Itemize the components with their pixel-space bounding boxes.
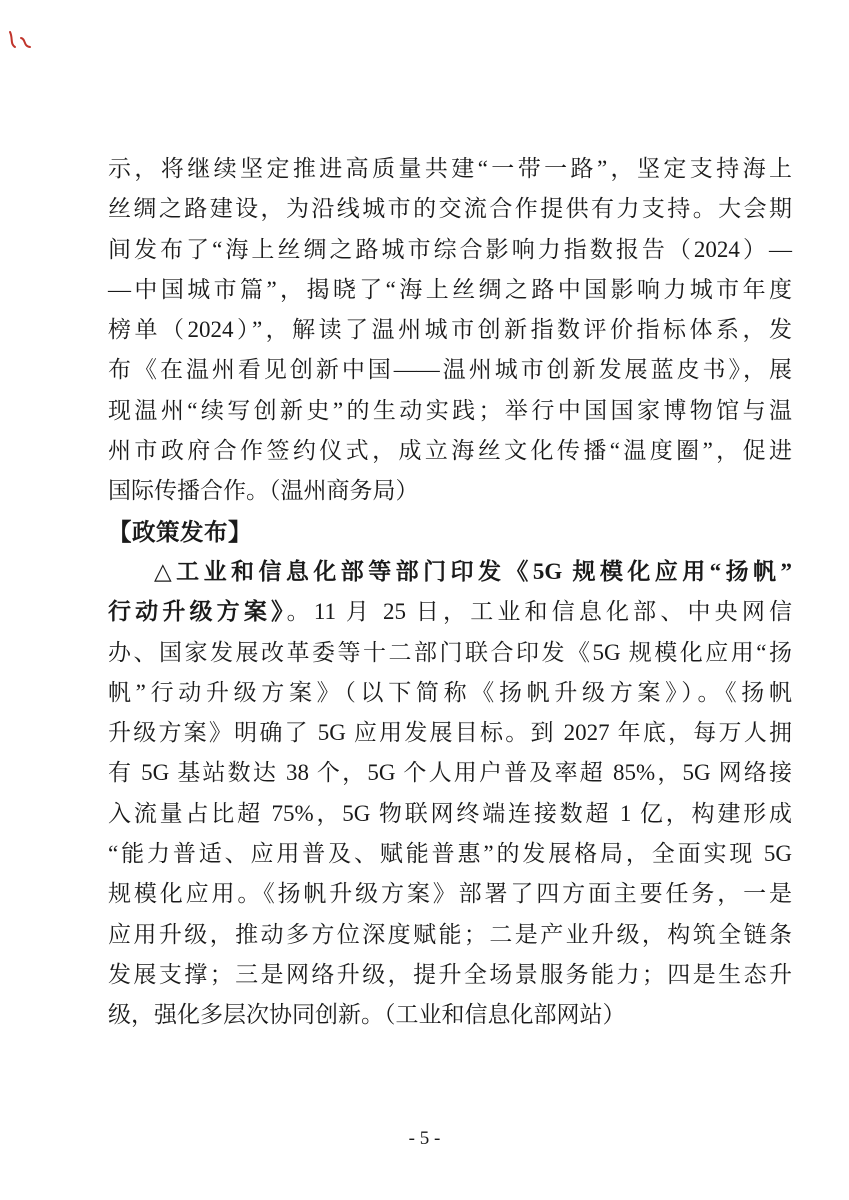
- text-segment: 发展支撑；三是网络升级，提升全场景服务能力；四是生态升: [108, 961, 792, 987]
- text-line: [108, 995, 792, 1035]
- bold-text-segment: 行动升级方案》: [108, 599, 287, 625]
- text-segment: 。11 月 25 日，工业和信息化部、中央网信: [286, 599, 793, 625]
- text-segment: 示，将继续坚定推进高质量共建“一带一路”，坚定支持海上: [108, 156, 792, 181]
- page-number: - 5 -: [408, 1128, 441, 1149]
- text-segment: “能力普适、应用普及、赋能普惠”的发展格局，全面实现 5G: [108, 841, 792, 867]
- text-line: [108, 915, 792, 955]
- text-line: [108, 310, 792, 350]
- text-line: [108, 189, 792, 229]
- bold-text-segment: △工业和信息化部等部门印发《5G 规模化应用“扬帆”: [154, 558, 793, 584]
- section-header: [108, 512, 792, 552]
- text-line: [108, 633, 792, 673]
- text-segment: 丝绸之路建设，为沿线城市的交流合作提供有力支持。大会期: [108, 196, 792, 222]
- red-annotation-mark: [7, 30, 35, 56]
- text-line: [108, 391, 792, 431]
- text-segment: 国际传播合作。（温州商务局）: [108, 478, 419, 504]
- text-line: [108, 149, 792, 189]
- text-line: [108, 270, 792, 310]
- text-segment: 入流量占比超 75%，5G 物联网终端连接数超 1 亿，构建形成: [108, 800, 792, 826]
- text-line: [108, 834, 792, 874]
- text-line: [108, 673, 792, 713]
- text-segment: 榜单（2024）”，解读了温州城市创新指数评价指标体系，发: [108, 317, 792, 343]
- document-body: [108, 149, 792, 1036]
- text-segment: 间发布了“海上丝绸之路城市综合影响力指数报告（2024）—: [108, 236, 792, 262]
- text-line: [108, 350, 792, 390]
- text-line: [108, 794, 792, 834]
- text-segment: 帆”行动升级方案》（以下简称《扬帆升级方案》）。《扬帆: [108, 679, 792, 705]
- text-line: [108, 471, 792, 511]
- text-line: [108, 431, 792, 471]
- text-line: [108, 552, 792, 592]
- text-segment: 州市政府合作签约仪式，成立海丝文化传播“温度圈”，促进: [108, 438, 792, 464]
- text-line: [108, 753, 792, 793]
- text-segment: 布《在温州看见创新中国——温州城市创新发展蓝皮书》，展: [108, 357, 792, 383]
- text-line: [108, 955, 792, 995]
- text-line: [108, 592, 792, 632]
- text-line: [108, 713, 792, 753]
- text-segment: 规模化应用。《扬帆升级方案》部署了四方面主要任务，一是: [108, 881, 792, 907]
- text-segment: —中国城市篇”，揭晓了“海上丝绸之路中国影响力城市年度: [108, 276, 792, 302]
- text-segment: 级，强化多层次协同创新。（工业和信息化部网站）: [108, 1002, 626, 1028]
- bold-text-segment: 【政策发布】: [108, 518, 252, 545]
- text-segment: 现温州“续写创新史”的生动实践；举行中国国家博物馆与温: [108, 397, 792, 423]
- text-segment: 应用升级，推动多方位深度赋能；二是产业升级，构筑全链条: [108, 921, 792, 947]
- text-segment: 升级方案》明确了 5G 应用发展目标。到 2027 年底，每万人拥: [108, 720, 792, 746]
- text-segment: 办、国家发展改革委等十二部门联合印发《5G 规模化应用“扬: [108, 639, 792, 665]
- text-segment: 有 5G 基站数达 38 个，5G 个人用户普及率超 85%，5G 网络接: [108, 760, 792, 786]
- text-line: [108, 874, 792, 914]
- text-line: [108, 230, 792, 270]
